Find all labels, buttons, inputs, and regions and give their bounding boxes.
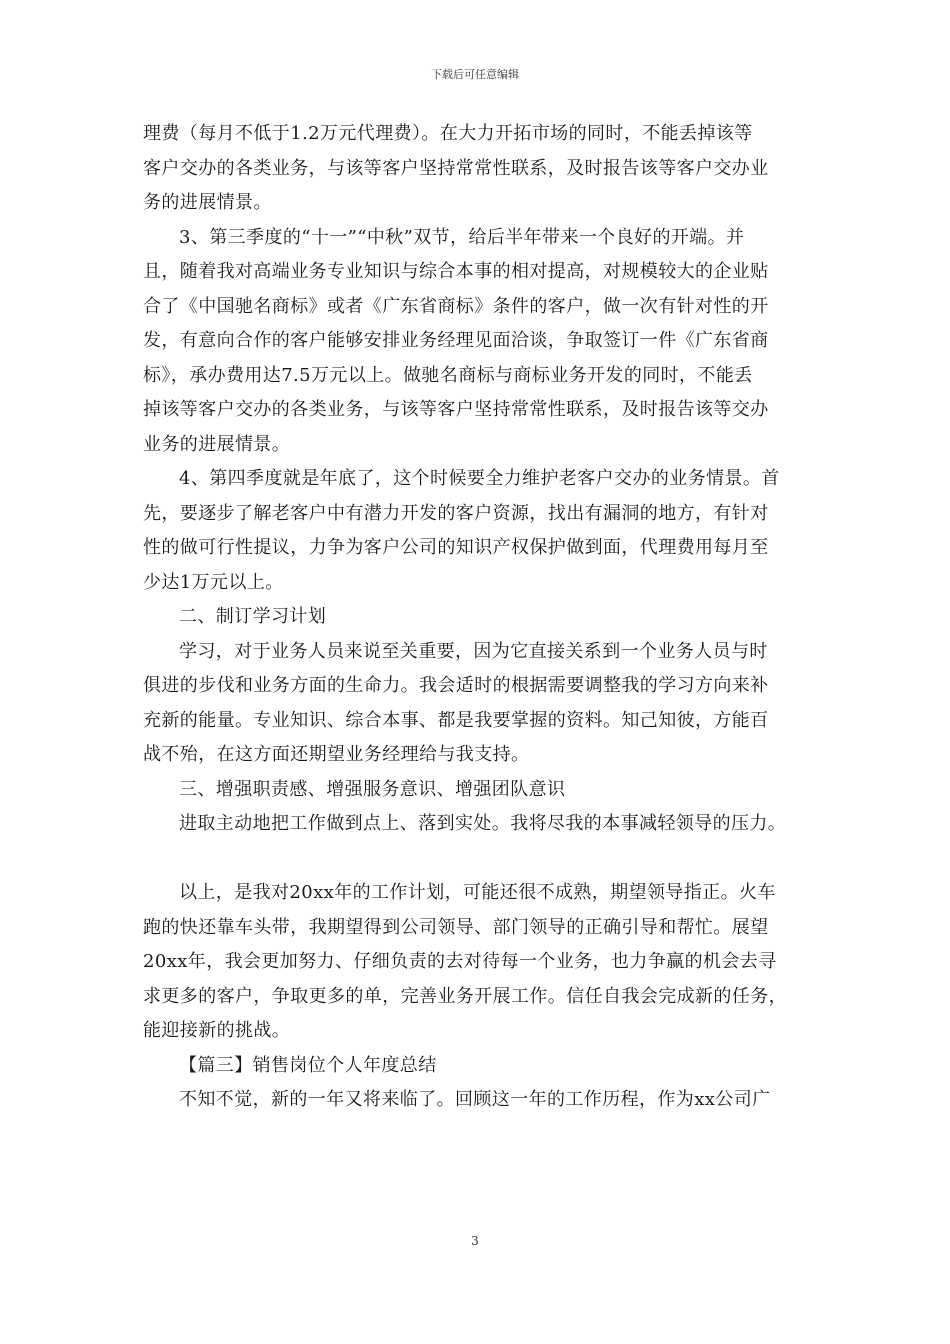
text-line: 少达1万元以上。 (143, 571, 284, 593)
section-heading: 【篇三】销售岗位个人年度总结 (179, 1054, 437, 1076)
text-line: 业务的进展情景。 (143, 433, 291, 455)
text-line: 战不殆，在这方面还期望业务经理给与我支持。 (143, 744, 530, 765)
text-line: 合了《中国驰名商标》或者《广东省商标》条件的客户，做一次有针对性的开 (143, 295, 769, 317)
text-line: 务的进展情景。 (143, 192, 272, 213)
paragraph-start-line: 以上，是我对20xx年的工作计划，可能还很不成熟，期望领导指正。火车 (179, 882, 776, 903)
text-line: 充新的能量。专业知识、综合本事、都是我要掌握的资料。知己知彼，方能百 (143, 709, 769, 731)
text-line: 理费（每月不低于1.2万元代理费）。在大力开拓市场的同时，不能丢掉该等 (143, 123, 753, 144)
text-line: 标》，承办费用达7.5万元以上。做驰名商标与商标业务开发的同时，不能丢 (143, 364, 753, 386)
text-line: 掉该等客户交办的各类业务，与该等客户坚持常常性联系，及时报告该等交办 (143, 399, 769, 420)
paragraph-start-line: 学习，对于业务人员来说至关重要，因为它直接关系到一个业务人员与时 (179, 640, 768, 662)
text-line: 且，随着我对高端业务专业知识与综合本事的相对提高，对规模较大的企业贴 (143, 261, 769, 282)
blank-line (143, 842, 823, 877)
paragraph-start-line: 3、第三季度的“十一”“中秋”双节，给后半年带来一个良好的开端。并 (179, 226, 745, 248)
text-line: 跑的快还靠车头带，我期望得到公司领导、部门领导的正确引导和帮忙。展望 (143, 916, 769, 938)
text-line: 俱进的步伐和业务方面的生命力。我会适时的根据需要调整我的学习方向来补 (143, 675, 769, 696)
paragraph-start-line: 进取主动地把工作做到点上、落到实处。我将尽我的本事减轻领导的压力。 (179, 813, 787, 834)
text-line: 先，要逐步了解老客户中有潜力开发的客户资源，找出有漏洞的地方，有针对 (143, 502, 769, 524)
document-body (143, 117, 823, 1118)
paragraph-start-line: 不知不觉，新的一年又将来临了。回顾这一年的工作历程，作为xx公司广 (179, 1089, 771, 1110)
text-line: 20xx年，我会更加努力、仔细负责的去对待每一个业务，也力争赢的机会去寻 (143, 951, 777, 972)
section-heading: 二、制订学习计划 (179, 606, 327, 627)
text-line: 客户交办的各类业务，与该等客户坚持常常性联系，及时报告该等客户交办业 (143, 157, 769, 179)
text-line: 能迎接新的挑战。 (143, 1020, 291, 1041)
text-line: 性的做可行性提议，力争为客户公司的知识产权保护做到面，代理费用每月至 (143, 537, 769, 558)
page-number: 3 (471, 1234, 479, 1248)
text-line: 发，有意向合作的客户能够安排业务经理见面洽谈，争取签订一件《广东省商 (143, 330, 769, 351)
paragraph-start-line: 4、第四季度就是年底了，这个时候要全力维护老客户交办的业务情景。首 (179, 468, 780, 489)
section-heading: 三、增强职责感、增强服务意识、增强团队意识 (179, 778, 566, 800)
page-header: 下载后可任意编辑 (431, 68, 519, 81)
text-line: 求更多的客户，争取更多的单，完善业务开展工作。信任自我会完成新的任务， (143, 985, 787, 1007)
